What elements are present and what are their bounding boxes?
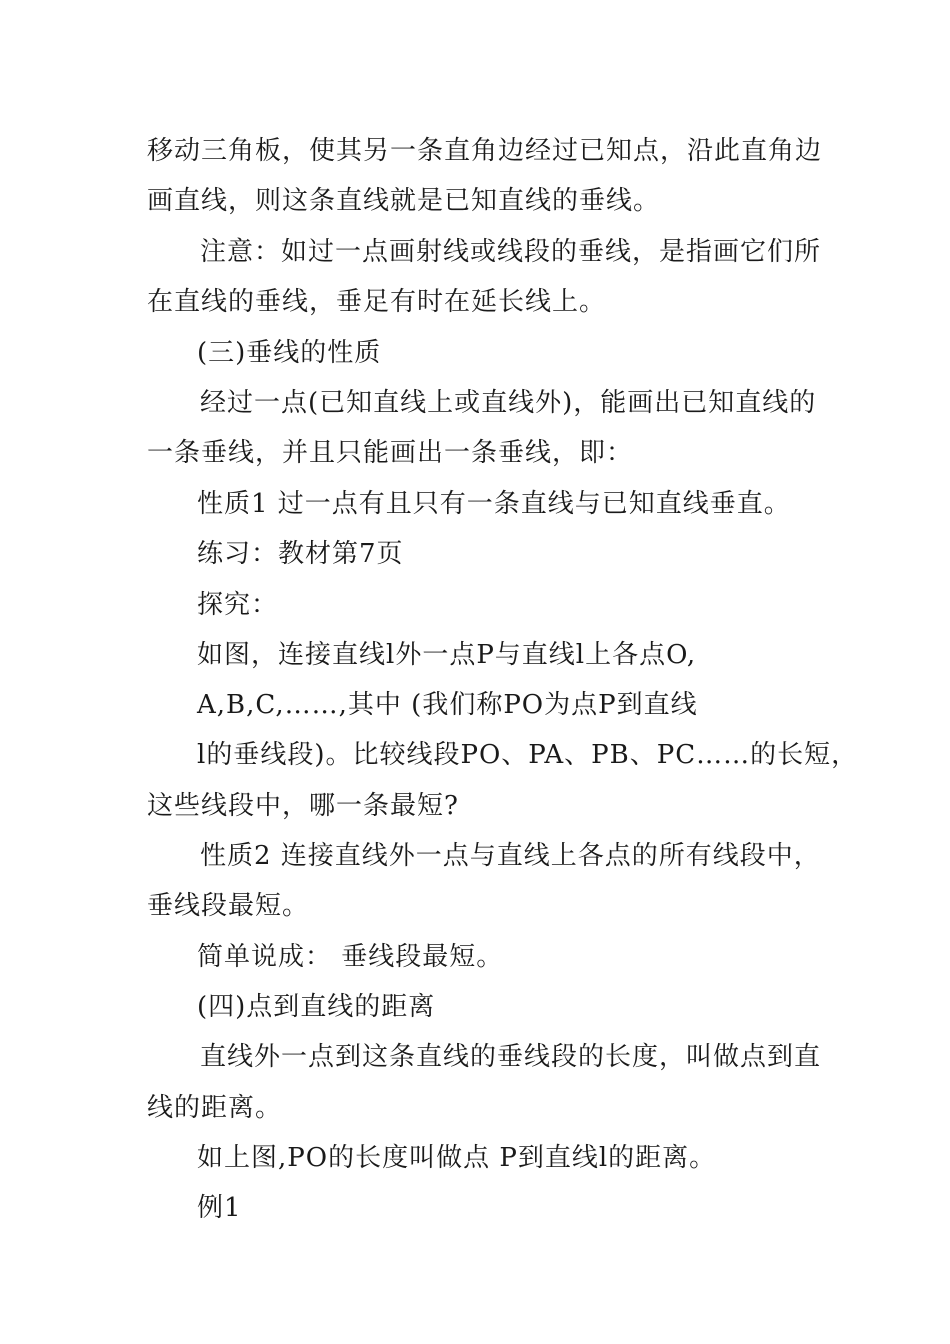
text-line: 如图，连接直线l外一点P与直线l上各点O, xyxy=(197,640,697,670)
text-line: 一条垂线，并且只能画出一条垂线，即： xyxy=(147,438,634,468)
text-line: 练习：教材第7页 xyxy=(197,539,404,569)
text-line: 这些线段中，哪一条最短? xyxy=(147,791,459,821)
text-line: 直线外一点到这条直线的垂线段的长度，叫做点到直 xyxy=(200,1042,822,1072)
text-line: 移动三角板，使其另一条直角边经过已知点，沿此直角边 xyxy=(147,136,823,166)
text-line: 经过一点(已知直线上或直线外)，能画出已知直线的 xyxy=(200,388,817,418)
text-line: 在直线的垂线，垂足有时在延长线上。 xyxy=(147,287,607,317)
text-line: 垂线段最短。 xyxy=(147,891,310,921)
text-line: 线的距离。 xyxy=(147,1093,283,1123)
text-line: 性质1 过一点有且只有一条直线与已知直线垂直。 xyxy=(197,489,791,519)
section-heading: (四)点到直线的距离 xyxy=(197,992,436,1022)
text-line: l的垂线段)。比较线段PO、PA、PB、PC……的长短， xyxy=(197,740,859,770)
text-line: A,B,C,……,其中 (我们称PO为点P到直线 xyxy=(197,690,698,720)
text-line: 简单说成： 垂线段最短。 xyxy=(197,942,504,972)
text-line: 例1 xyxy=(197,1193,242,1223)
text-line: 注意：如过一点画射线或线段的垂线，是指画它们所 xyxy=(200,237,822,267)
text-line: 探究： xyxy=(197,590,279,620)
text-line: 性质2 连接直线外一点与直线上各点的所有线段中， xyxy=(200,841,821,871)
text-line: 画直线，则这条直线就是已知直线的垂线。 xyxy=(147,186,661,216)
section-heading: (三)垂线的性质 xyxy=(197,338,382,368)
text-line: 如上图,PO的长度叫做点 P到直线l的距离。 xyxy=(197,1143,717,1173)
